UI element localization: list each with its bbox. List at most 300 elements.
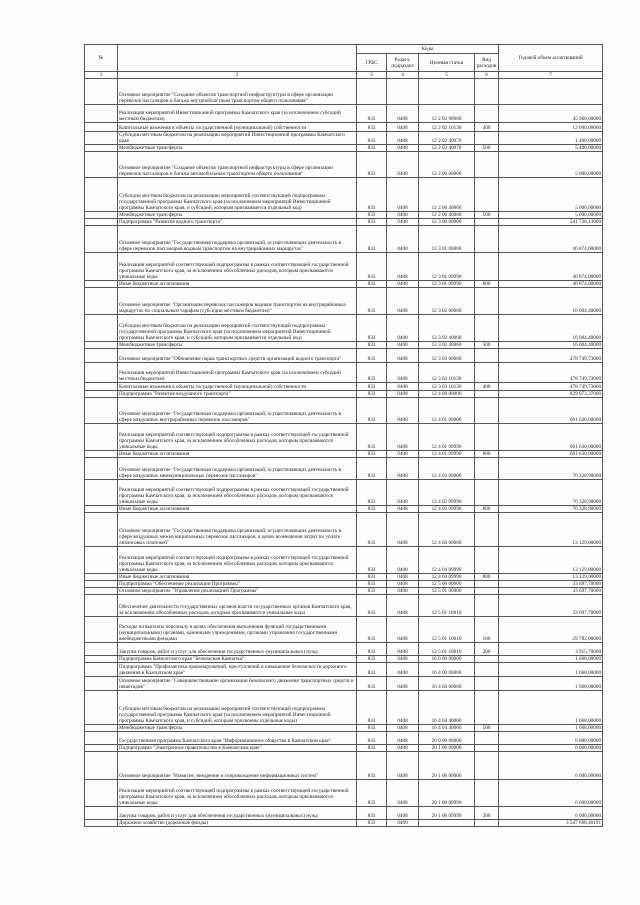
row-vid-cell bbox=[475, 219, 499, 226]
row-sum-cell: 12 000,00000 bbox=[499, 123, 603, 132]
row-grbs-cell: 833 bbox=[357, 363, 387, 383]
row-target-cell: 12 4 01 09990 bbox=[419, 451, 475, 458]
row-grbs-cell: 833 bbox=[357, 643, 387, 656]
row-number-cell bbox=[85, 752, 118, 780]
row-number-cell bbox=[85, 391, 118, 398]
col-number: 7 bbox=[499, 72, 603, 79]
row-section-cell: 0408 bbox=[387, 105, 419, 123]
row-vid-cell bbox=[475, 820, 499, 827]
row-name-cell: Капитальные вложения в объекты государственной (муниципальной) собственности bbox=[118, 123, 357, 132]
row-sum-cell: 478 749,73000 bbox=[499, 363, 603, 383]
row-name-cell: Капитальные вложения в объекты государственной (муниципальной) собственности bbox=[118, 383, 357, 391]
row-section-cell: 0408 bbox=[387, 780, 419, 807]
row-name-cell: Закупка товаров, работ и услуг для обеспечения государственных (муниципальных) нужд bbox=[118, 643, 357, 656]
row-number-cell bbox=[85, 691, 118, 725]
row-grbs-cell: 833 bbox=[357, 617, 387, 643]
row-number-cell bbox=[85, 820, 118, 827]
row-name-cell: Подпрограмма "Развитие водного транспорта" bbox=[118, 219, 357, 226]
row-name-cell: Межбюджетные трансферты bbox=[118, 212, 357, 219]
row-number-cell bbox=[85, 725, 118, 732]
col-number: 5 bbox=[419, 72, 475, 79]
row-grbs-cell: 833 bbox=[357, 581, 387, 588]
table-row bbox=[85, 752, 603, 780]
col-section-header: Раздел, подраздел bbox=[387, 54, 419, 72]
row-number-cell bbox=[85, 253, 118, 281]
budget-table-page bbox=[84, 44, 602, 827]
row-grbs-cell: 833 bbox=[357, 123, 387, 132]
row-target-cell: 12 2 02 10130 bbox=[419, 123, 475, 132]
row-section-cell: 0408 bbox=[387, 391, 419, 398]
row-section-cell: 0408 bbox=[387, 547, 419, 574]
row-name-cell: Реализация мероприятий Инвестиционной программы Камчатского края (за исключением субсидий местным бюджетам) bbox=[118, 105, 357, 123]
row-grbs-cell: 833 bbox=[357, 677, 387, 691]
row-number-cell bbox=[85, 581, 118, 588]
row-target-cell: 12 3 02 00000 bbox=[419, 288, 475, 315]
row-grbs-cell: 833 bbox=[357, 219, 387, 226]
row-section-cell: 0408 bbox=[387, 253, 419, 281]
row-section-cell: 0408 bbox=[387, 451, 419, 458]
row-grbs-cell: 833 bbox=[357, 595, 387, 617]
row-section-cell: 0408 bbox=[387, 752, 419, 780]
row-grbs-cell: 833 bbox=[357, 152, 387, 178]
row-section-cell: 0408 bbox=[387, 226, 419, 253]
row-sum-cell: 6 000,00000 bbox=[499, 732, 603, 745]
row-target-cell: 16 4 00 00000 bbox=[419, 663, 475, 677]
row-sum-cell: 76 328,90000 bbox=[499, 506, 603, 513]
row-section-cell: 0408 bbox=[387, 349, 419, 363]
row-vid-cell bbox=[475, 752, 499, 780]
row-sum-cell: 478 749,73000 bbox=[499, 349, 603, 363]
row-target-cell: 16 4 04 40060 bbox=[419, 725, 475, 732]
row-section-cell: 0408 bbox=[387, 506, 419, 513]
row-name-cell: Иные бюджетные ассигнования bbox=[118, 281, 357, 288]
table-row bbox=[85, 212, 603, 219]
row-target-cell: 16 4 04 00000 bbox=[419, 677, 475, 691]
row-number-cell bbox=[85, 383, 118, 391]
row-name-cell: Подпрограмма "Профилактика правонарушений, преступлений и повышение безопасности дорожного движения в Камчатском крае" bbox=[118, 663, 357, 677]
row-section-cell: 0408 bbox=[387, 581, 419, 588]
row-name-cell: Реализация мероприятий соответствующей подпрограммы в рамках соответствующей государственной программы Камчатского края, за исключением обособленных расходов, которым присваиваются уникальные коды bbox=[118, 424, 357, 451]
row-section-cell: 0408 bbox=[387, 643, 419, 656]
table-row bbox=[85, 617, 603, 643]
row-grbs-cell: 833 bbox=[357, 212, 387, 219]
row-target-cell: 20 1 06 09990 bbox=[419, 780, 475, 807]
table-row bbox=[85, 725, 603, 732]
row-grbs-cell: 833 bbox=[357, 807, 387, 820]
row-grbs-cell: 833 bbox=[357, 663, 387, 677]
row-section-cell: 0408 bbox=[387, 458, 419, 480]
table-row bbox=[85, 513, 603, 547]
row-section-cell: 0408 bbox=[387, 178, 419, 212]
row-grbs-cell: 833 bbox=[357, 391, 387, 398]
row-grbs-cell: 833 bbox=[357, 145, 387, 152]
table-row bbox=[85, 677, 603, 691]
row-number-cell bbox=[85, 547, 118, 574]
row-vid-cell: 100 bbox=[475, 617, 499, 643]
row-vid-cell bbox=[475, 349, 499, 363]
row-grbs-cell: 833 bbox=[357, 820, 387, 827]
col-number: 1 bbox=[85, 72, 118, 79]
row-sum-cell: 6 000,00000 bbox=[499, 745, 603, 752]
row-vid-cell bbox=[475, 656, 499, 663]
row-name-cell: Основное мероприятие "Обновление парка транспортных средств организаций водного транспорта" bbox=[118, 349, 357, 363]
row-sum-cell: 829 073,37000 bbox=[499, 391, 603, 398]
row-grbs-cell: 833 bbox=[357, 506, 387, 513]
row-number-cell bbox=[85, 480, 118, 506]
row-vid-cell: 500 bbox=[475, 725, 499, 732]
row-number-cell bbox=[85, 79, 118, 105]
row-sum-cell: 13 129,00000 bbox=[499, 574, 603, 581]
row-sum-cell: 33 697,70000 bbox=[499, 588, 603, 595]
table-row bbox=[85, 398, 603, 424]
row-name-cell: Иные бюджетные ассигнования bbox=[118, 574, 357, 581]
row-target-cell: 12 3 02 40060 bbox=[419, 342, 475, 349]
table-row bbox=[85, 643, 603, 656]
row-target-cell: 16 4 04 40060 bbox=[419, 691, 475, 725]
row-section-cell: 0408 bbox=[387, 132, 419, 145]
row-name-cell: Межбюджетные трансферты bbox=[118, 725, 357, 732]
row-grbs-cell: 833 bbox=[357, 424, 387, 451]
row-target-cell: 12 5 01 10010 bbox=[419, 643, 475, 656]
row-sum-cell: 46 874,00000 bbox=[499, 226, 603, 253]
col-vid-header: Вид расходов bbox=[475, 54, 499, 72]
row-section-cell: 0408 bbox=[387, 595, 419, 617]
row-vid-cell bbox=[475, 152, 499, 178]
row-section-cell: 0408 bbox=[387, 691, 419, 725]
row-target-cell: 12 4 04 09990 bbox=[419, 574, 475, 581]
row-name-cell: Основное мероприятие "Государственная поддержка организаций, осуществляющих деятельность в сфере перевозок пассажиров водным транспортом на внутрирайонных маршрутах" bbox=[118, 226, 357, 253]
row-grbs-cell: 833 bbox=[357, 383, 387, 391]
row-section-cell: 0408 bbox=[387, 281, 419, 288]
col-grbs-header: ГРБС bbox=[357, 54, 387, 72]
row-vid-cell: 200 bbox=[475, 807, 499, 820]
col-sum-header: Годовой объем ассигнований bbox=[499, 45, 603, 72]
row-vid-cell bbox=[475, 547, 499, 574]
row-vid-cell bbox=[475, 513, 499, 547]
table-row bbox=[85, 152, 603, 178]
row-section-cell: 0408 bbox=[387, 315, 419, 342]
row-target-cell: 12 2 06 00000 bbox=[419, 152, 475, 178]
col-number: 2 bbox=[118, 72, 357, 79]
row-vid-cell bbox=[475, 315, 499, 342]
row-grbs-cell: 833 bbox=[357, 288, 387, 315]
budget-table bbox=[84, 44, 603, 827]
row-number-cell bbox=[85, 663, 118, 677]
table-row bbox=[85, 253, 603, 281]
row-name-cell: Субсидии местным бюджетам на реализацию мероприятий соответствующей подпрограммы государственной программы Камчатского края (за исключением мероприятий Инвестиционной программы Камчатского края, и субсидий, которым присваивается отдельный код) bbox=[118, 315, 357, 342]
row-name-cell: Межбюджетные трансферты bbox=[118, 342, 357, 349]
row-name-cell: Реализация мероприятий Инвестиционной программы Камчатского края (за исключением субсидий местным бюджетам) bbox=[118, 363, 357, 383]
row-grbs-cell: 833 bbox=[357, 725, 387, 732]
row-section-cell: 0408 bbox=[387, 383, 419, 391]
row-sum-cell: 29 782,00000 bbox=[499, 617, 603, 643]
row-section-cell: 0408 bbox=[387, 398, 419, 424]
row-vid-cell bbox=[475, 79, 499, 105]
row-sum-cell: 5 400,00000 bbox=[499, 145, 603, 152]
row-vid-cell bbox=[475, 581, 499, 588]
table-row bbox=[85, 732, 603, 745]
row-grbs-cell: 833 bbox=[357, 513, 387, 547]
row-sum-cell: 13 129,00000 bbox=[499, 513, 603, 547]
row-name-cell: Иные бюджетные ассигнования bbox=[118, 451, 357, 458]
row-sum-cell: 541 728,13000 bbox=[499, 219, 603, 226]
row-sum-cell: 33 697,70000 bbox=[499, 581, 603, 588]
row-sum-cell: 1 400,00000 bbox=[499, 132, 603, 145]
row-number-cell bbox=[85, 219, 118, 226]
row-name-cell: Основное мероприятие "Организация перевозок пассажиров водным транспортом на внутрирайонных маршрутах по социальным тарифам (субсидии местным бюджетам)" bbox=[118, 288, 357, 315]
row-name-cell: Основное мероприятие "Государственная поддержка организаций, осуществляющих деятельность в сфере воздушных межмуниципальных перевозок пассажиров, в целях возмещения затрат по уплате лизинговых платежей" bbox=[118, 513, 357, 547]
row-grbs-cell: 833 bbox=[357, 745, 387, 752]
row-section-cell: 0408 bbox=[387, 424, 419, 451]
table-row bbox=[85, 145, 603, 152]
row-number-cell bbox=[85, 780, 118, 807]
row-section-cell: 0408 bbox=[387, 725, 419, 732]
row-name-cell: Реализация мероприятий соответствующей подпрограммы в рамках соответствующей государственной программы Камчатского края, за исключением обособленных расходов, которым присваиваются уникальные коды bbox=[118, 780, 357, 807]
row-grbs-cell: 833 bbox=[357, 588, 387, 595]
row-sum-cell: 6 000,00000 bbox=[499, 780, 603, 807]
table-row bbox=[85, 288, 603, 315]
row-target-cell: 12 4 02 09990 bbox=[419, 506, 475, 513]
table-row bbox=[85, 588, 603, 595]
table-row bbox=[85, 574, 603, 581]
row-vid-cell: 500 bbox=[475, 342, 499, 349]
row-name-cell: Дорожное хозяйство (дорожные фонды) bbox=[118, 820, 357, 827]
row-name-cell: Реализация мероприятий соответствующей подпрограммы в рамках соответствующей государственной программы Камчатского края, за исключением обособленных расходов, которым присваиваются уникальные коды bbox=[118, 547, 357, 574]
row-sum-cell: 1 668,00000 bbox=[499, 663, 603, 677]
column-numbers-row bbox=[85, 72, 603, 79]
row-sum-cell: 76 328,90000 bbox=[499, 458, 603, 480]
row-vid-cell: 400 bbox=[475, 383, 499, 391]
row-name-cell: Подпрограмма "Электронное правительство в Камчатском крае" bbox=[118, 745, 357, 752]
col-name-header bbox=[118, 45, 357, 72]
table-row bbox=[85, 656, 603, 663]
row-number-cell bbox=[85, 506, 118, 513]
row-number-cell bbox=[85, 656, 118, 663]
row-target-cell: 16 0 00 00000 bbox=[419, 656, 475, 663]
row-grbs-cell bbox=[357, 79, 387, 105]
row-vid-cell: 200 bbox=[475, 643, 499, 656]
row-section-cell: 0408 bbox=[387, 574, 419, 581]
row-target-cell: 12 3 01 00000 bbox=[419, 226, 475, 253]
row-target-cell: 12 4 02 09990 bbox=[419, 480, 475, 506]
row-target-cell: 12 2 06 40060 bbox=[419, 212, 475, 219]
col-number: 3 bbox=[357, 72, 387, 79]
table-row bbox=[85, 178, 603, 212]
row-vid-cell bbox=[475, 480, 499, 506]
row-grbs-cell: 833 bbox=[357, 752, 387, 780]
row-sum-cell: 1 668,00000 bbox=[499, 677, 603, 691]
row-number-cell bbox=[85, 178, 118, 212]
row-target-cell: 12 3 02 40060 bbox=[419, 315, 475, 342]
row-number-cell bbox=[85, 745, 118, 752]
table-row bbox=[85, 219, 603, 226]
row-vid-cell bbox=[475, 677, 499, 691]
table-row bbox=[85, 451, 603, 458]
row-target-cell: 12 3 01 09990 bbox=[419, 253, 475, 281]
row-vid-cell: 800 bbox=[475, 451, 499, 458]
row-vid-cell bbox=[475, 363, 499, 383]
row-target-cell: 12 3 01 09990 bbox=[419, 281, 475, 288]
row-section-cell: 0408 bbox=[387, 656, 419, 663]
row-number-cell bbox=[85, 145, 118, 152]
row-sum-cell: 6 000,00000 bbox=[499, 752, 603, 780]
table-row bbox=[85, 780, 603, 807]
row-name-cell: Иные бюджетные ассигнования bbox=[118, 506, 357, 513]
row-vid-cell: 800 bbox=[475, 574, 499, 581]
row-name-cell: Подпрограмма "Обеспечение реализации Программы" bbox=[118, 581, 357, 588]
row-section-cell bbox=[387, 79, 419, 105]
row-number-cell bbox=[85, 458, 118, 480]
table-row bbox=[85, 383, 603, 391]
table-row bbox=[85, 547, 603, 574]
row-target-cell: 12 5 00 00000 bbox=[419, 581, 475, 588]
row-name-cell: Субсидии местным бюджетам на реализацию мероприятий соответствующей подпрограммы государственной программы Камчатского края (за исключением мероприятий Инвестиционной программы Камчатского края, и субсидий, которым присвоены отдельные коды) bbox=[118, 691, 357, 725]
row-number-cell bbox=[85, 152, 118, 178]
row-vid-cell: 800 bbox=[475, 506, 499, 513]
table-row bbox=[85, 363, 603, 383]
row-grbs-cell: 833 bbox=[357, 451, 387, 458]
col-codes-header: Коды bbox=[357, 45, 499, 54]
row-name-cell: Основное мероприятие "Государственная поддержка организаций, осуществляющих деятельность в сфере воздушных внутрирайонных перевозок пассажиров" bbox=[118, 398, 357, 424]
row-name-cell: Подпрограмма "Развитие воздушного транспорта" bbox=[118, 391, 357, 398]
table-row bbox=[85, 595, 603, 617]
row-vid-cell bbox=[475, 588, 499, 595]
row-number-cell bbox=[85, 363, 118, 383]
row-sum-cell: 661 630,00000 bbox=[499, 424, 603, 451]
row-vid-cell bbox=[475, 132, 499, 145]
row-section-cell: 0408 bbox=[387, 288, 419, 315]
row-section-cell: 0408 bbox=[387, 732, 419, 745]
row-target-cell: 12 3 03 00000 bbox=[419, 349, 475, 363]
row-vid-cell bbox=[475, 105, 499, 123]
table-row bbox=[85, 281, 603, 288]
row-vid-cell bbox=[475, 424, 499, 451]
row-sum-cell: 16 004,40000 bbox=[499, 342, 603, 349]
row-target-cell: 20 1 06 00000 bbox=[419, 752, 475, 780]
row-sum-cell: 5 000,00000 bbox=[499, 152, 603, 178]
row-vid-cell bbox=[475, 732, 499, 745]
row-name-cell: Межбюджетные трансферты bbox=[118, 145, 357, 152]
row-section-cell: 0408 bbox=[387, 363, 419, 383]
row-vid-cell bbox=[475, 458, 499, 480]
table-row bbox=[85, 315, 603, 342]
row-sum-cell: 33 697,70000 bbox=[499, 595, 603, 617]
row-target-cell: 12 5 01 10010 bbox=[419, 595, 475, 617]
row-sum-cell: 661 630,00000 bbox=[499, 451, 603, 458]
row-target-cell: 12 2 02 90000 bbox=[419, 105, 475, 123]
row-grbs-cell: 833 bbox=[357, 253, 387, 281]
row-section-cell: 0408 bbox=[387, 342, 419, 349]
row-section-cell: 0408 bbox=[387, 745, 419, 752]
row-name-cell: Обеспечение деятельности государственных органов власти государственных органов Камчатского края, за исключением обособленных расходов, которым присваиваются уникальные коды bbox=[118, 595, 357, 617]
row-name-cell: Реализация мероприятий соответствующей подпрограммы в рамках соответствующей государственной программы Камчатского края, за исключением обособленных расходов, которым присваиваются уникальные коды bbox=[118, 253, 357, 281]
row-name-cell: Субсидии местным бюджетам на реализацию мероприятий Инвестиционной программы Камчатского края bbox=[118, 132, 357, 145]
row-sum-cell bbox=[499, 79, 603, 105]
row-number-cell bbox=[85, 424, 118, 451]
row-grbs-cell: 833 bbox=[357, 398, 387, 424]
row-number-cell bbox=[85, 451, 118, 458]
row-target-cell: 12 2 02 40070 bbox=[419, 132, 475, 145]
row-number-cell bbox=[85, 807, 118, 820]
row-number-cell bbox=[85, 617, 118, 643]
row-sum-cell: 3 915,70000 bbox=[499, 643, 603, 656]
row-target-cell: 12 5 01 00000 bbox=[419, 588, 475, 595]
col-number: 4 bbox=[387, 72, 419, 79]
row-grbs-cell: 833 bbox=[357, 315, 387, 342]
row-sum-cell: 661 630,00000 bbox=[499, 398, 603, 424]
row-target-cell: 12 4 01 09990 bbox=[419, 424, 475, 451]
row-section-cell: 0408 bbox=[387, 513, 419, 547]
row-grbs-cell: 833 bbox=[357, 226, 387, 253]
row-target-cell: 12 4 04 00000 bbox=[419, 513, 475, 547]
row-section-cell: 0408 bbox=[387, 145, 419, 152]
row-number-cell bbox=[85, 574, 118, 581]
row-sum-cell: 46 874,00000 bbox=[499, 281, 603, 288]
row-grbs-cell: 833 bbox=[357, 574, 387, 581]
row-grbs-cell: 833 bbox=[357, 480, 387, 506]
row-target-cell: 12 4 02 00000 bbox=[419, 458, 475, 480]
table-row bbox=[85, 391, 603, 398]
row-vid-cell bbox=[475, 226, 499, 253]
row-section-cell: 0408 bbox=[387, 480, 419, 506]
row-name-cell: Основное мероприятие "Создание объектов транспортной инфраструктуры в сфере организации перевозок пассажиров и багажа внутриобластным транспортом общего пользования" bbox=[118, 79, 357, 105]
row-target-cell: 12 4 04 09990 bbox=[419, 547, 475, 574]
row-vid-cell bbox=[475, 391, 499, 398]
row-vid-cell bbox=[475, 178, 499, 212]
row-sum-cell: 76 328,90000 bbox=[499, 480, 603, 506]
row-sum-cell: 3 547 698,40191 bbox=[499, 820, 603, 827]
row-section-cell: 0408 bbox=[387, 212, 419, 219]
table-row bbox=[85, 820, 603, 827]
row-target-cell: 12 3 03 10130 bbox=[419, 383, 475, 391]
row-target-cell: 12 4 00 00000 bbox=[419, 391, 475, 398]
row-number-cell bbox=[85, 398, 118, 424]
row-sum-cell: 1 668,00000 bbox=[499, 691, 603, 725]
row-vid-cell bbox=[475, 595, 499, 617]
row-name-cell: Основное мероприятие "Совершенствование организации безопасного движения транспортных средств и пешеходов" bbox=[118, 677, 357, 691]
row-grbs-cell: 833 bbox=[357, 732, 387, 745]
row-target-cell: 12 5 01 10010 bbox=[419, 617, 475, 643]
row-vid-cell bbox=[475, 780, 499, 807]
row-number-cell bbox=[85, 123, 118, 132]
table-row bbox=[85, 745, 603, 752]
row-section-cell: 0408 bbox=[387, 663, 419, 677]
row-grbs-cell: 833 bbox=[357, 349, 387, 363]
table-row bbox=[85, 132, 603, 145]
row-grbs-cell: 833 bbox=[357, 780, 387, 807]
row-number-cell bbox=[85, 281, 118, 288]
row-vid-cell: 500 bbox=[475, 212, 499, 219]
row-vid-cell: 400 bbox=[475, 123, 499, 132]
row-number-cell bbox=[85, 595, 118, 617]
row-number-cell bbox=[85, 315, 118, 342]
row-vid-cell bbox=[475, 691, 499, 725]
row-target-cell: 20 1 06 09990 bbox=[419, 807, 475, 820]
row-target-cell: 20 1 00 00000 bbox=[419, 745, 475, 752]
table-row bbox=[85, 342, 603, 349]
row-sum-cell: 5 000,00000 bbox=[499, 178, 603, 212]
row-grbs-cell: 833 bbox=[357, 105, 387, 123]
row-target-cell: 12 3 03 10130 bbox=[419, 363, 475, 383]
row-vid-cell bbox=[475, 253, 499, 281]
row-name-cell: Реализация мероприятий соответствующей подпрограммы в рамках соответствующей государственной программы Камчатского края, за исключением обособленных расходов, которым присваиваются уникальные коды bbox=[118, 480, 357, 506]
row-name-cell: Основное мероприятие "Государственная поддержка организаций, осуществляющих деятельность в сфере воздушных межмуниципальных перевозок пассажиров" bbox=[118, 458, 357, 480]
row-grbs-cell: 833 bbox=[357, 178, 387, 212]
row-target-cell bbox=[419, 820, 475, 827]
row-sum-cell: 478 749,73000 bbox=[499, 383, 603, 391]
row-grbs-cell: 833 bbox=[357, 281, 387, 288]
table-row bbox=[85, 458, 603, 480]
